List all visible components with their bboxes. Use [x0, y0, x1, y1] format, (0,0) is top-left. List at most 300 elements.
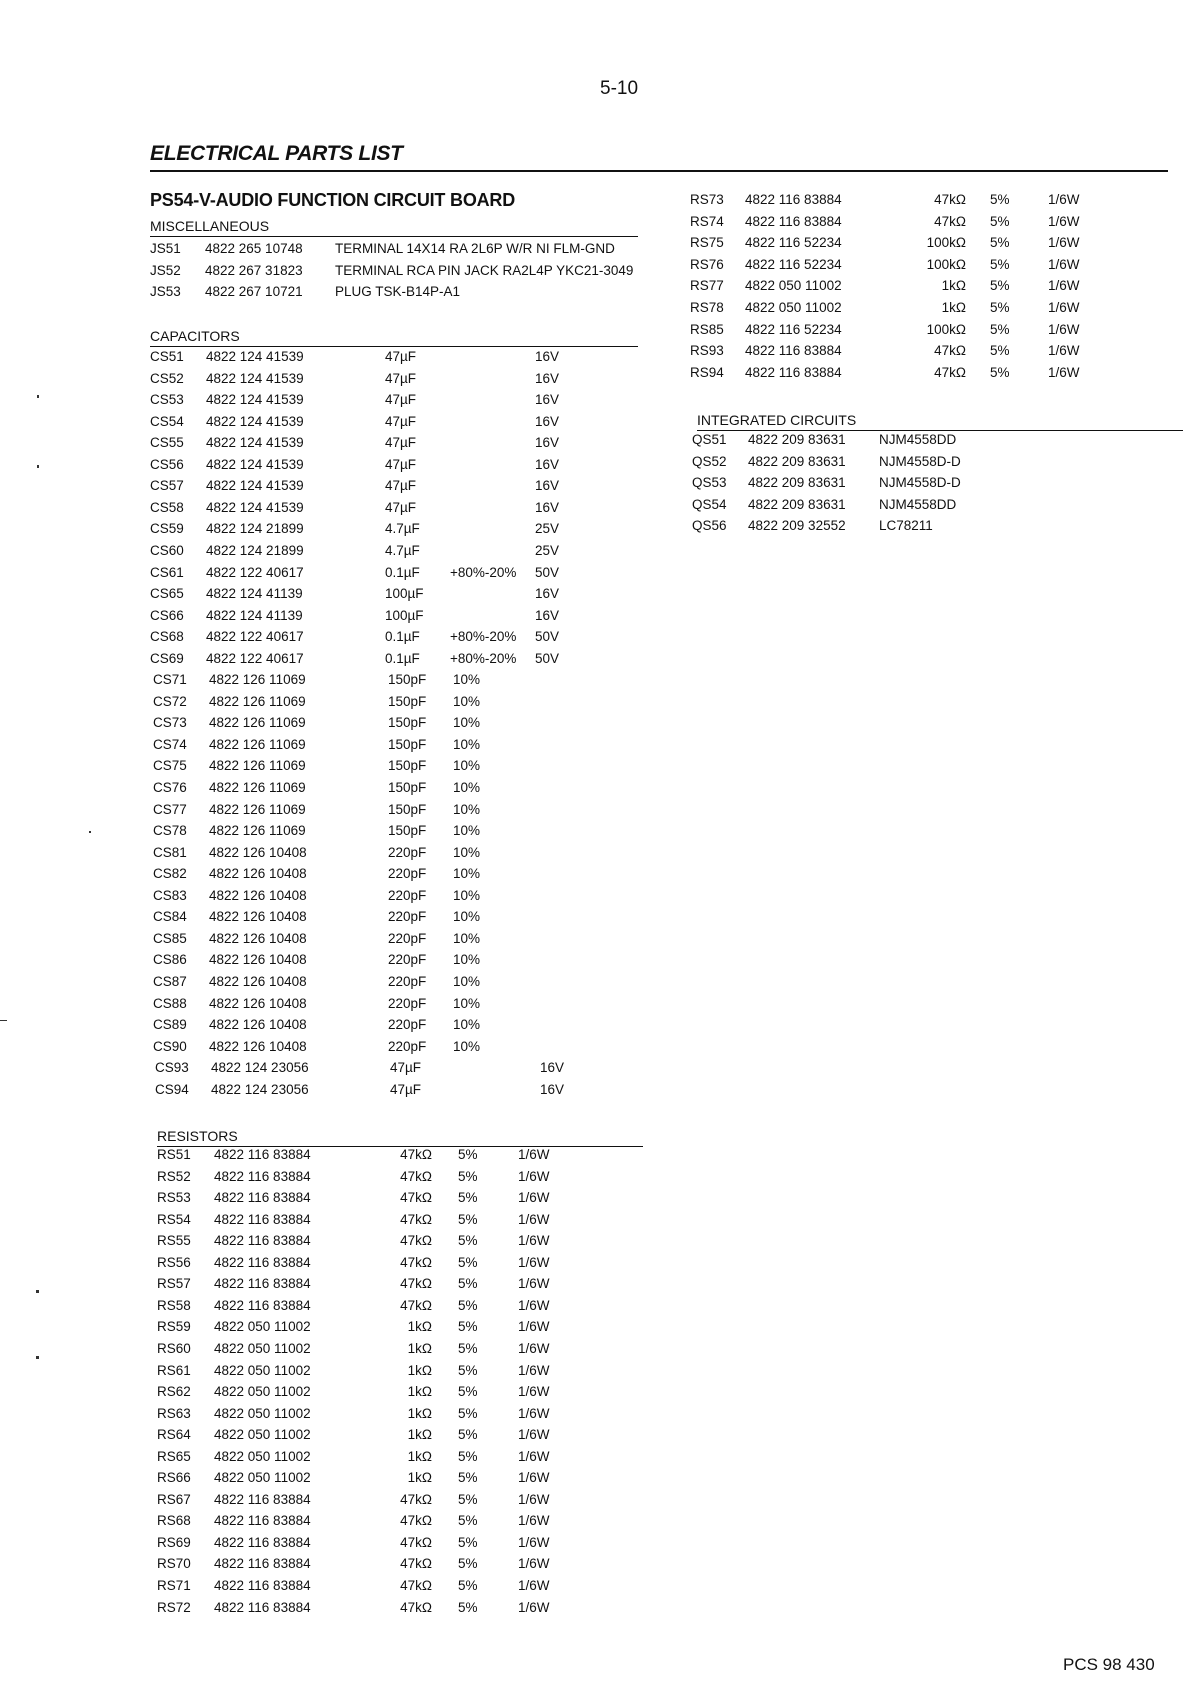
ref-designator: CS52	[150, 370, 184, 386]
resistance-value: 1kΩ	[941, 278, 966, 294]
scan-speck	[37, 465, 39, 468]
part-number: 4822 116 83884	[214, 1190, 311, 1206]
resistor-row	[690, 232, 1191, 253]
ic-row	[692, 472, 1191, 493]
wattage: 1/6W	[518, 1147, 550, 1162]
capacitance-value: 150pF	[388, 672, 427, 688]
ref-designator: RS54	[157, 1211, 191, 1227]
wattage: 1/6W	[518, 1211, 550, 1227]
resistance-value: 47kΩ	[400, 1190, 432, 1206]
part-number: 4822 124 23056	[211, 1060, 309, 1076]
ref-designator: CS59	[150, 521, 184, 537]
ref-designator: CS89	[153, 1017, 187, 1033]
capacitance-value: 220pF	[388, 1017, 427, 1033]
ic-type: NJM4558DD	[879, 432, 957, 447]
capacitance-value: 220pF	[388, 844, 427, 860]
part-number: 4822 126 10408	[209, 930, 307, 946]
wattage: 1/6W	[518, 1405, 550, 1421]
resistor-row	[157, 1338, 697, 1359]
capacitor-row	[150, 454, 690, 475]
part-number: 4822 267 31823	[205, 262, 303, 278]
resistance-value: 1kΩ	[407, 1448, 432, 1464]
capacitor-row	[153, 906, 693, 927]
ref-designator: RS68	[157, 1513, 191, 1529]
tolerance: 10%	[453, 801, 481, 817]
resistance-value: 47kΩ	[400, 1491, 432, 1507]
capacitance-value: 47µF	[385, 478, 417, 494]
tolerance: 5%	[990, 321, 1010, 337]
part-number: 4822 116 83884	[745, 364, 842, 380]
capacitance-value: 220pF	[388, 995, 427, 1011]
part-number: 4822 116 83884	[745, 192, 842, 207]
tolerance: 5%	[458, 1405, 478, 1421]
resistor-row	[157, 1252, 697, 1273]
ref-designator: CS93	[155, 1060, 189, 1076]
ref-designator: CS77	[153, 801, 187, 817]
resistance-value: 47kΩ	[934, 343, 966, 359]
ref-designator: QS51	[692, 432, 727, 447]
capacitor-row	[153, 734, 693, 755]
resistor-row	[157, 1403, 697, 1424]
part-number: 4822 116 83884	[214, 1556, 311, 1572]
misc-heading: MISCELLANEOUS	[150, 218, 270, 234]
wattage: 1/6W	[518, 1599, 550, 1615]
resistance-value: 47kΩ	[400, 1578, 432, 1593]
part-number: 4822 209 83631	[748, 453, 846, 469]
tolerance: 5%	[458, 1362, 478, 1378]
tolerance: +80%-20%	[450, 650, 517, 666]
resistor-row	[690, 211, 1191, 232]
tolerance: 10%	[453, 823, 481, 839]
part-number: 4822 116 83884	[214, 1254, 311, 1270]
capacitor-row	[153, 1014, 693, 1035]
voltage-rating: 16V	[535, 456, 560, 472]
ref-designator: RS71	[157, 1578, 191, 1593]
part-number: 4822 124 41139	[206, 607, 303, 623]
resistance-value: 47kΩ	[400, 1599, 432, 1615]
ics-heading: INTEGRATED CIRCUITS	[697, 412, 857, 428]
ic-type: NJM4558DD	[879, 496, 957, 512]
voltage-rating: 16V	[535, 392, 560, 408]
ref-designator: CS61	[150, 564, 184, 580]
voltage-rating: 16V	[540, 1081, 565, 1097]
tolerance: 10%	[453, 780, 481, 795]
tolerance: 10%	[453, 909, 481, 925]
wattage: 1/6W	[518, 1556, 550, 1572]
capacitor-row	[153, 820, 693, 841]
voltage-rating: 50V	[535, 564, 560, 580]
part-number: 4822 116 52234	[745, 256, 842, 272]
ref-designator: CS69	[150, 650, 184, 666]
capacitor-row	[155, 1057, 695, 1078]
ref-designator: CS88	[153, 995, 187, 1011]
capacitor-row	[150, 583, 690, 604]
resistor-row	[157, 1424, 697, 1445]
capacitor-row	[153, 949, 693, 970]
capacitance-value: 47µF	[390, 1060, 422, 1076]
resistance-value: 1kΩ	[407, 1427, 432, 1443]
wattage: 1/6W	[518, 1427, 550, 1443]
ref-designator: CS83	[153, 887, 187, 903]
capacitor-row	[153, 928, 693, 949]
resistor-row	[157, 1295, 697, 1316]
tolerance: 5%	[458, 1147, 478, 1162]
capacitance-value: 47µF	[385, 499, 417, 515]
resistor-row	[157, 1381, 697, 1402]
capacitance-value: 4.7µF	[385, 542, 420, 558]
ref-designator: CS81	[153, 844, 187, 860]
ref-designator: CS58	[150, 499, 184, 515]
resistance-value: 1kΩ	[941, 300, 966, 315]
ref-designator: CS76	[153, 780, 187, 795]
ref-designator: RS58	[157, 1297, 191, 1313]
voltage-rating: 25V	[535, 542, 560, 558]
scan-speck	[37, 395, 39, 398]
capacitor-row	[153, 712, 693, 733]
part-number: 4822 116 83884	[214, 1513, 311, 1529]
tolerance: 5%	[458, 1254, 478, 1270]
misc-rule	[150, 236, 638, 237]
part-number: 4822 050 11002	[214, 1405, 311, 1421]
ref-designator: RS77	[690, 278, 724, 294]
tolerance: 5%	[990, 213, 1010, 229]
part-description: TERMINAL RCA PIN JACK RA2L4P YKC21-3049	[335, 262, 634, 278]
voltage-rating: 16V	[540, 1060, 565, 1076]
part-number: 4822 209 83631	[748, 496, 846, 512]
ref-designator: CS53	[150, 392, 184, 408]
tolerance: 5%	[458, 1190, 478, 1206]
wattage: 1/6W	[1048, 213, 1080, 229]
ic-type: LC78211	[879, 518, 933, 533]
voltage-rating: 16V	[535, 435, 560, 451]
resistor-row	[157, 1316, 697, 1337]
tolerance: 5%	[990, 256, 1010, 272]
part-number: 4822 124 41539	[206, 435, 304, 451]
scan-speck	[36, 1356, 39, 1359]
tolerance: 5%	[458, 1448, 478, 1464]
ic-type: NJM4558D-D	[879, 453, 961, 469]
ref-designator: RS75	[690, 235, 724, 251]
tolerance: 10%	[453, 995, 481, 1011]
capacitor-row	[150, 648, 690, 669]
misc-row	[150, 238, 690, 259]
part-description: PLUG TSK-B14P-A1	[335, 284, 461, 299]
wattage: 1/6W	[518, 1534, 550, 1550]
part-number: 4822 050 11002	[214, 1340, 311, 1356]
ref-designator: RS53	[157, 1190, 191, 1206]
wattage: 1/6W	[1048, 235, 1080, 251]
misc-row	[150, 260, 690, 281]
resistance-value: 1kΩ	[407, 1362, 432, 1378]
capacitor-row	[150, 411, 690, 432]
resistance-value: 100kΩ	[926, 256, 966, 272]
capacitance-value: 150pF	[388, 736, 427, 752]
resistance-value: 47kΩ	[934, 192, 966, 207]
ic-row	[692, 451, 1191, 472]
capacitor-row	[153, 799, 693, 820]
part-number: 4822 209 83631	[748, 432, 846, 447]
part-number: 4822 124 41539	[206, 499, 304, 515]
wattage: 1/6W	[1048, 192, 1080, 207]
ref-designator: JS51	[150, 241, 181, 256]
tolerance: 5%	[458, 1578, 478, 1593]
wattage: 1/6W	[518, 1254, 550, 1270]
resistor-row	[157, 1230, 697, 1251]
part-number: 4822 124 23056	[211, 1081, 309, 1097]
tolerance: 5%	[458, 1211, 478, 1227]
ref-designator: RS57	[157, 1276, 191, 1292]
resistor-row	[690, 340, 1191, 361]
ref-designator: CS78	[153, 823, 187, 839]
resistor-row	[690, 297, 1191, 318]
ref-designator: CS85	[153, 930, 187, 946]
ref-designator: CS54	[150, 413, 184, 429]
tolerance: 10%	[453, 1038, 481, 1054]
voltage-rating: 16V	[535, 370, 560, 386]
tolerance: 10%	[453, 844, 481, 860]
ref-designator: RS61	[157, 1362, 191, 1378]
capacitor-row	[153, 842, 693, 863]
resistance-value: 1kΩ	[407, 1405, 432, 1421]
ref-designator: CS65	[150, 586, 184, 602]
part-number: 4822 124 41539	[206, 413, 304, 429]
wattage: 1/6W	[518, 1168, 550, 1184]
part-number: 4822 124 41539	[206, 456, 304, 472]
tolerance: 10%	[453, 952, 481, 968]
resistance-value: 100kΩ	[926, 321, 966, 337]
part-number: 4822 126 11069	[209, 693, 306, 709]
tolerance: 5%	[458, 1534, 478, 1550]
document-title: ELECTRICAL PARTS LIST	[150, 142, 403, 165]
part-number: 4822 124 41539	[206, 478, 304, 494]
resistor-row	[157, 1510, 697, 1531]
part-number: 4822 126 10408	[209, 1038, 307, 1054]
ic-row	[692, 515, 1191, 536]
resistor-row	[157, 1489, 697, 1510]
resistor-row	[157, 1273, 697, 1294]
resistor-row	[157, 1446, 697, 1467]
tolerance: 5%	[458, 1297, 478, 1313]
capacitor-row	[153, 863, 693, 884]
part-number: 4822 116 52234	[745, 235, 842, 251]
part-number: 4822 126 10408	[209, 952, 307, 968]
capacitor-row	[150, 562, 690, 583]
voltage-rating: 50V	[535, 629, 560, 645]
resistance-value: 1kΩ	[407, 1384, 432, 1400]
tolerance: +80%-20%	[450, 629, 517, 645]
tolerance: 5%	[990, 364, 1010, 380]
resistor-row	[157, 1187, 697, 1208]
capacitor-row	[150, 518, 690, 539]
tolerance: 5%	[458, 1491, 478, 1507]
ref-designator: CS51	[150, 349, 184, 364]
ref-designator: CS74	[153, 736, 187, 752]
resistor-row	[157, 1360, 697, 1381]
ref-designator: CS90	[153, 1038, 187, 1054]
part-number: 4822 126 11069	[209, 780, 306, 795]
wattage: 1/6W	[518, 1362, 550, 1378]
page-number: 5-10	[600, 78, 639, 99]
part-number: 4822 050 11002	[214, 1448, 311, 1464]
part-number: 4822 116 83884	[745, 213, 842, 229]
ref-designator: QS52	[692, 453, 727, 469]
part-number: 4822 126 11069	[209, 715, 306, 731]
voltage-rating: 16V	[535, 413, 560, 429]
capacitance-value: 100µF	[385, 586, 424, 602]
tolerance: 10%	[453, 973, 481, 989]
part-number: 4822 116 83884	[214, 1297, 311, 1313]
ref-designator: RS74	[690, 213, 724, 229]
resistance-value: 47kΩ	[400, 1254, 432, 1270]
resistor-row	[157, 1575, 697, 1596]
ref-designator: CS94	[155, 1081, 189, 1097]
title-divider	[150, 170, 1168, 172]
capacitor-row	[150, 540, 690, 561]
ref-designator: CS66	[150, 607, 184, 623]
resistor-row	[690, 275, 1191, 296]
resistance-value: 47kΩ	[400, 1233, 432, 1249]
capacitor-row	[153, 1036, 693, 1057]
part-number: 4822 116 83884	[214, 1276, 311, 1292]
part-number: 4822 050 11002	[214, 1470, 311, 1486]
part-number: 4822 126 11069	[209, 736, 306, 752]
capacitor-row	[153, 755, 693, 776]
resistor-row	[157, 1209, 697, 1230]
misc-row	[150, 281, 690, 302]
capacitor-row	[150, 626, 690, 647]
wattage: 1/6W	[518, 1448, 550, 1464]
part-number: 4822 124 41539	[206, 370, 304, 386]
scan-speck	[0, 1020, 7, 1021]
ref-designator: RS93	[690, 343, 724, 359]
ref-designator: RS67	[157, 1491, 191, 1507]
wattage: 1/6W	[1048, 278, 1080, 294]
part-number: 4822 122 40617	[206, 650, 304, 666]
capacitance-value: 220pF	[388, 973, 427, 989]
wattage: 1/6W	[518, 1384, 550, 1400]
capacitance-value: 150pF	[388, 715, 427, 731]
part-number: 4822 124 41539	[206, 392, 304, 408]
ref-designator: RS65	[157, 1448, 191, 1464]
wattage: 1/6W	[1048, 343, 1080, 359]
footer-code: PCS 98 430	[1063, 1655, 1155, 1674]
capacitance-value: 47µF	[385, 370, 417, 386]
capacitance-value: 150pF	[388, 780, 427, 795]
capacitor-row	[155, 1079, 695, 1100]
ref-designator: RS51	[157, 1147, 191, 1162]
capacitance-value: 47µF	[390, 1081, 422, 1097]
wattage: 1/6W	[518, 1491, 550, 1507]
voltage-rating: 16V	[535, 478, 560, 494]
part-number: 4822 116 83884	[214, 1534, 311, 1550]
part-number: 4822 126 10408	[209, 866, 307, 882]
tolerance: 10%	[453, 758, 481, 774]
part-number: 4822 209 32552	[748, 518, 846, 533]
tolerance: +80%-20%	[450, 564, 517, 580]
tolerance: 10%	[453, 887, 481, 903]
ref-designator: RS73	[690, 192, 724, 207]
capacitor-row	[153, 971, 693, 992]
tolerance: 10%	[453, 672, 481, 688]
tolerance: 5%	[458, 1276, 478, 1292]
resistance-value: 47kΩ	[934, 213, 966, 229]
tolerance: 10%	[453, 1017, 481, 1033]
wattage: 1/6W	[518, 1297, 550, 1313]
ref-designator: CS86	[153, 952, 187, 968]
ref-designator: CS71	[153, 672, 187, 688]
capacitor-row	[153, 777, 693, 798]
capacitor-row	[150, 389, 690, 410]
capacitance-value: 4.7µF	[385, 521, 420, 537]
ref-designator: CS82	[153, 866, 187, 882]
capacitor-row	[150, 368, 690, 389]
resistor-row	[690, 189, 1191, 210]
wattage: 1/6W	[518, 1233, 550, 1249]
resistance-value: 47kΩ	[400, 1556, 432, 1572]
part-number: 4822 050 11002	[214, 1362, 311, 1378]
part-number: 4822 116 52234	[745, 321, 842, 337]
part-number: 4822 122 40617	[206, 564, 304, 580]
ref-designator: CS72	[153, 693, 187, 709]
resistance-value: 47kΩ	[400, 1297, 432, 1313]
part-number: 4822 126 10408	[209, 995, 307, 1011]
resistance-value: 100kΩ	[926, 235, 966, 251]
part-number: 4822 050 11002	[214, 1384, 311, 1400]
resistance-value: 47kΩ	[400, 1168, 432, 1184]
part-number: 4822 126 11069	[209, 823, 306, 839]
resistor-row	[157, 1532, 697, 1553]
ref-designator: RS69	[157, 1534, 191, 1550]
tolerance: 5%	[458, 1168, 478, 1184]
tolerance: 5%	[458, 1513, 478, 1529]
ref-designator: RS76	[690, 256, 724, 272]
part-number: 4822 126 11069	[209, 672, 306, 688]
part-number: 4822 126 11069	[209, 758, 306, 774]
scan-speck	[36, 1290, 39, 1293]
scan-speck	[89, 831, 91, 833]
part-number: 4822 122 40617	[206, 629, 304, 645]
capacitor-row	[150, 432, 690, 453]
tolerance: 10%	[453, 930, 481, 946]
tolerance: 10%	[453, 736, 481, 752]
part-number: 4822 116 83884	[214, 1578, 311, 1593]
resistor-row	[157, 1467, 697, 1488]
capacitance-value: 150pF	[388, 758, 427, 774]
capacitance-value: 47µF	[385, 392, 417, 408]
wattage: 1/6W	[518, 1190, 550, 1206]
wattage: 1/6W	[1048, 300, 1080, 315]
tolerance: 5%	[990, 300, 1010, 315]
capacitor-row	[153, 669, 693, 690]
voltage-rating: 25V	[535, 521, 560, 537]
ref-designator: CS87	[153, 973, 187, 989]
capacitance-value: 0.1µF	[385, 629, 420, 645]
part-number: 4822 126 10408	[209, 909, 307, 925]
ref-designator: RS63	[157, 1405, 191, 1421]
capacitance-value: 150pF	[388, 801, 427, 817]
ref-designator: RS72	[157, 1599, 191, 1615]
capacitance-value: 220pF	[388, 866, 427, 882]
ref-designator: RS64	[157, 1427, 191, 1443]
part-description: TERMINAL 14X14 RA 2L6P W/R NI FLM-GND	[335, 241, 615, 256]
resistance-value: 1kΩ	[407, 1470, 432, 1486]
wattage: 1/6W	[518, 1470, 550, 1486]
resistance-value: 47kΩ	[400, 1211, 432, 1227]
part-number: 4822 124 21899	[206, 521, 304, 537]
tolerance: 5%	[458, 1427, 478, 1443]
capacitance-value: 220pF	[388, 952, 427, 968]
ref-designator: RS78	[690, 300, 724, 315]
